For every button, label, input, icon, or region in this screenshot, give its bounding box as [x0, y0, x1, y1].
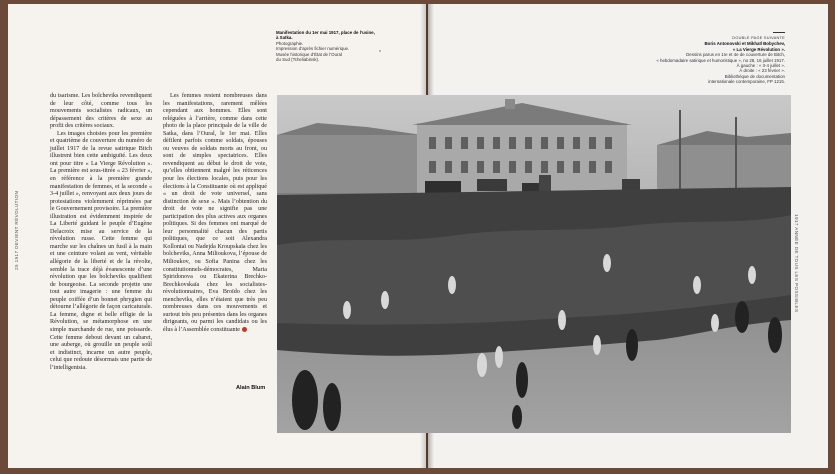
- caption-line: Impression d’après fichier numérique.: [276, 46, 350, 52]
- caption-line: Dessins parus en 1re et 4e de couverture de Bitch,: [686, 52, 785, 58]
- paragraph: Les images choisies pour les première et quatrième de couverture du numéro de juillet 1917 de la revue satirique Bitch illustrent bien cette ambiguïté. Les deux ont pour titre « La Vierge Révolution ». La première est sous-titrée « 23 février », en référence à la première grande manifestation de femmes, et la seconde « 3-4 juillet », renvoyant aux deux jours de protestations violemment réprimées par le Gouvernement provisoire. La première illustration est évidemment inspirée de La Liberté guidant le peuple d’Eugène Delacroix mise au service de la révolution russe. Cette femme qui marche sur les chaînes un fusil à la main et une ceinture volant au vent, véritable allégorie de la liberté et de la révolte, semble la trace déjà évanescente d’une révolution que les bolcheviks qualifient de bourgeoise. La seconde projette une tout autre imagerie : une femme du peuple coiffée d’un bonnet phrygien qui détourne l’allégorie de façon caricaturale. La femme, digne et belle effigie de la Révolution, se métamorphose en une simple marchande de rue, une poissarde. Cette femme debout devant un cabaret, une auberge, où grouille un peuple soûl et indistinct, incarne un autre peuple, celui que redoute désormais une partie de l’intelligentsia.: [50, 130, 152, 371]
- author-signature: Alain Blum: [236, 385, 266, 391]
- running-head-left: 25 1917 DEVIENT RÉVOLUTION: [14, 190, 19, 270]
- paragraph: du tsarisme. Les bolcheviks revendiquent de leur côté, comme tous les mouvements socialistes radicaux, un dépassement des critères de sexe au profit des critères sociaux.: [50, 93, 152, 130]
- paragraph: [163, 93, 267, 335]
- caption-line: À droite : « 23 février ».: [739, 68, 785, 74]
- caption-line: À gauche : « 3-4 juillet ».: [736, 63, 785, 69]
- caption-line: « hebdomadaire satirique et humoristique », no 28, 16 juillet 1917.: [656, 57, 785, 63]
- caption-title: Manifestation du 1er mai 1917, place de l’usine, à Satka.: [276, 30, 375, 41]
- caption-line: internationale contemporaine, FP 1215.: [708, 79, 785, 85]
- caption-title-2: « La Vierge Révolution ».: [732, 46, 785, 52]
- caption-line: Musée historique d’État de l’Oural: [276, 51, 342, 57]
- paragraph-text: Les femmes restent nombreuses dans les manifestations, rarement mêlées cependant aux hommes. Elles sont reléguées à l’arrière, comme dans cette photo de la place principale de la ville de Satka, dans l’Oural, le 1er mai. Elles défilent parfois comme soldats, épouses ou veuves de soldats morts au front, ou sont de simples spectatrices. Elles revendiquent au début le droit de vote, qu’elles obtiennent malgré les réticences pour les élections locales, puis pour les élections à la Constituante où est appliqué « un droit de vote universel, sans distinction de sexe ». Mais l’obtention du droit de vote ne signifie pas une participation des plus actives aux organes politiques. Si des femmes ont marqué de leur personnalité chacun des partis politiques, que ce soit Alexandra Kollontaï ou Nadejda Kroupskaïa chez les bolcheviks, Anna Milioukova, l’épouse de Milioukov, ou Sofia Panina chez les constitutionnels-démocrates, Maria Spiridonova ou Ekaterina Brechko-Brechkovskaïa chez les socialistes-révolutionnaires, Eva Broïdo chez les mencheviks, elles n’étaient que très peu nombreuses dans ces mouvements et surtout très peu présentes dans les organes dirigeants, ou parmi les candidats ou les élus à l’Assemblée constituante: [163, 93, 267, 333]
- caption-mark: s: [379, 48, 381, 53]
- caption-title-1: Boris Antonovski et Mikhaïl Bobychev,: [704, 41, 785, 47]
- caption-line: du Sud (Tcheliabinsk).: [276, 57, 320, 63]
- photo-may-day-satka: [277, 95, 791, 433]
- caption-rule: [773, 32, 785, 33]
- running-head-right: 1917 ANNÉE DE TOUS LES POSSIBLES: [794, 214, 799, 313]
- next-spread-caption: [650, 32, 785, 85]
- text-column-2: [163, 93, 267, 335]
- end-mark-icon: [242, 327, 247, 332]
- caption-line: Photographie.: [276, 40, 304, 46]
- photo-caption: [276, 30, 376, 62]
- caption-line: Bibliothèque de documentation: [724, 73, 785, 79]
- text-column-1: [50, 93, 152, 372]
- caption-kicker: DOUBLE PAGE SUIVANTE: [732, 36, 785, 40]
